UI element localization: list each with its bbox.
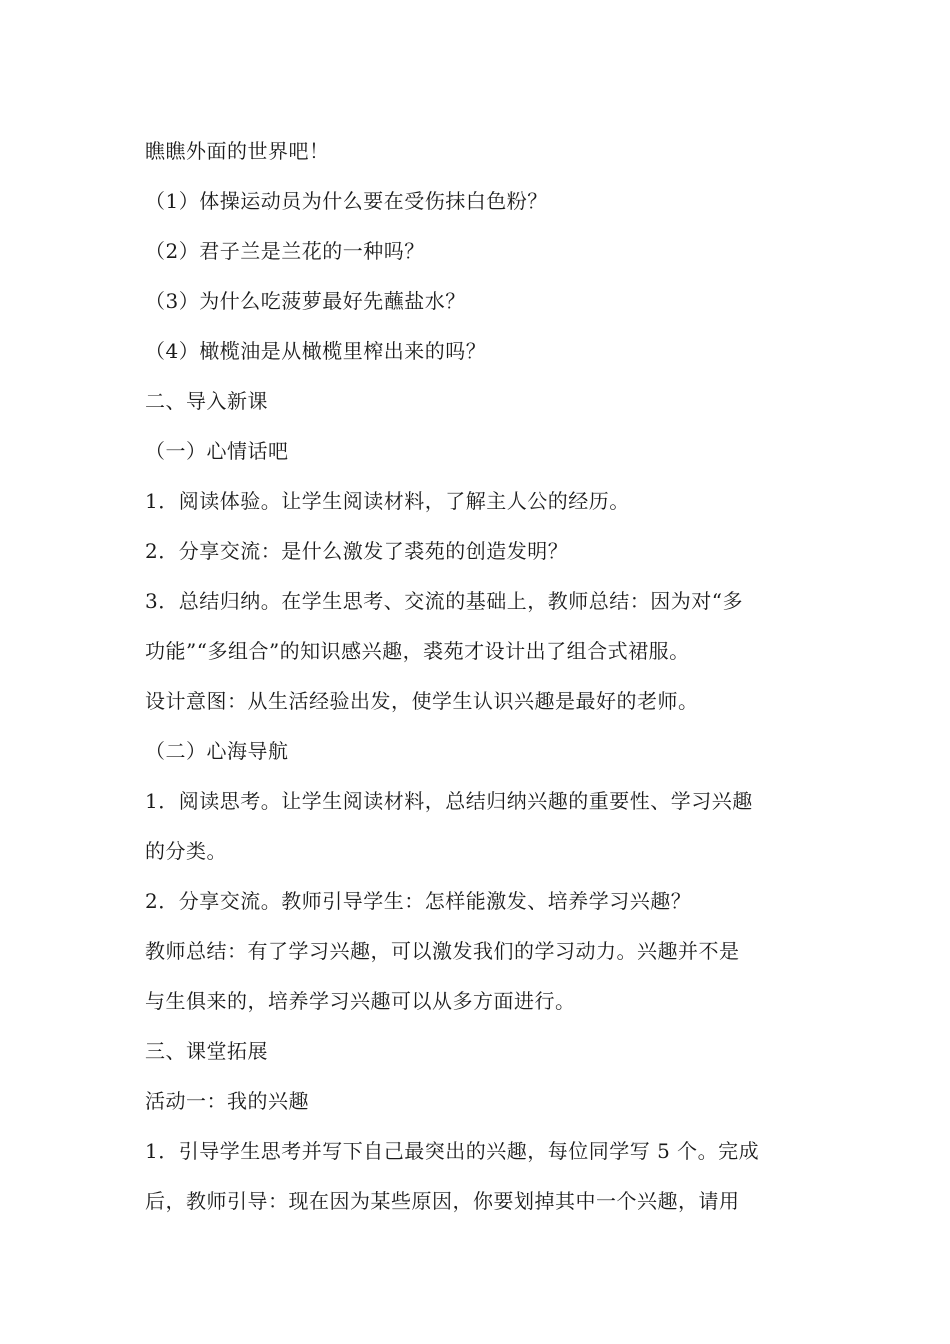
- subsection-heading: （二）心海导航: [145, 739, 289, 763]
- list-item: 1．阅读思考。让学生阅读材料，总结归纳兴趣的重要性、学习兴趣: [145, 789, 753, 813]
- question-item: （4）橄榄油是从橄榄里榨出来的吗？: [145, 339, 487, 363]
- teacher-summary-continuation: 与生俱来的，培养学习兴趣可以从多方面进行。: [145, 989, 576, 1013]
- list-item-continuation: 后，教师引导：现在因为某些原因，你要划掉其中一个兴趣，请用: [145, 1189, 740, 1213]
- list-item-continuation: 的分类。: [145, 839, 227, 863]
- question-item: （1）体操运动员为什么要在受伤抹白色粉？: [145, 189, 548, 213]
- list-item: 1．阅读体验。让学生阅读材料，了解主人公的经历。: [145, 489, 630, 513]
- design-intent: 设计意图：从生活经验出发，使学生认识兴趣是最好的老师。: [145, 689, 699, 713]
- list-item: 3．总结归纳。在学生思考、交流的基础上，教师总结：因为对“多: [145, 589, 743, 613]
- list-item-continuation: 功能”“多组合”的知识感兴趣，裘苑才设计出了组合式裙服。: [145, 639, 690, 663]
- section-heading: 三、课堂拓展: [145, 1039, 268, 1063]
- text-line: 瞧瞧外面的世界吧！: [145, 139, 330, 163]
- subsection-heading: （一）心情话吧: [145, 439, 289, 463]
- question-item: （3）为什么吃菠萝最好先蘸盐水？: [145, 289, 466, 313]
- question-item: （2）君子兰是兰花的一种吗？: [145, 239, 425, 263]
- list-item: 2．分享交流：是什么激发了裘苑的创造发明？: [145, 539, 569, 563]
- list-item: 2．分享交流。教师引导学生：怎样能激发、培养学习兴趣？: [145, 889, 692, 913]
- activity-heading: 活动一：我的兴趣: [145, 1089, 309, 1113]
- document-body: [145, 126, 810, 1226]
- teacher-summary: 教师总结：有了学习兴趣，可以激发我们的学习动力。兴趣并不是: [145, 939, 740, 963]
- list-item: 1．引导学生思考并写下自己最突出的兴趣，每位同学写 5 个。完成: [145, 1139, 760, 1163]
- section-heading: 二、导入新课: [145, 389, 268, 413]
